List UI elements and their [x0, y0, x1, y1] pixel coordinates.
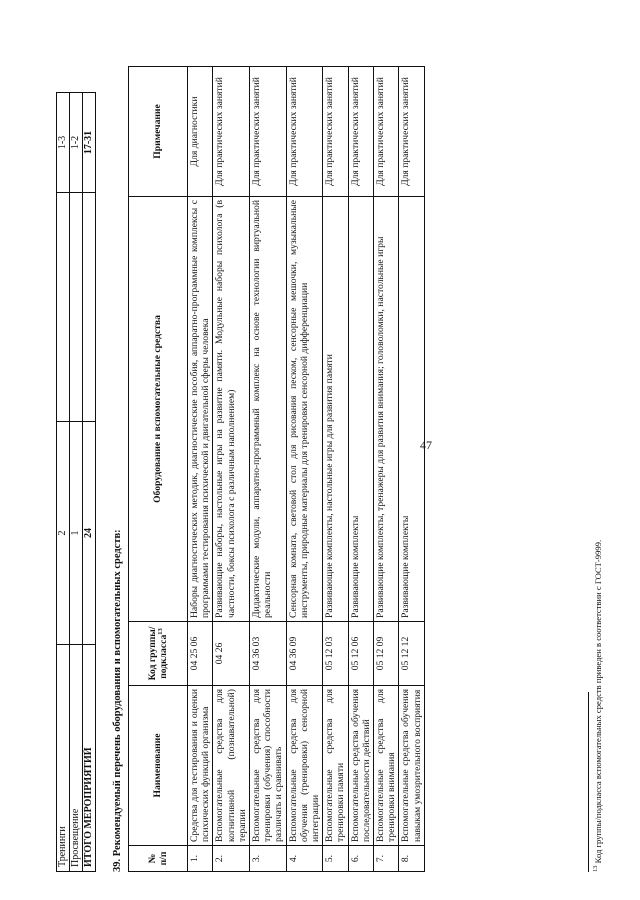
footnote [593, 540, 603, 872]
row-code: 05 12 06 [348, 622, 373, 686]
table-row [57, 93, 70, 872]
equipment-table [128, 66, 425, 872]
row-note: Для практических занятий [323, 67, 348, 197]
events-summary-table [56, 92, 96, 872]
row-number: 6. [348, 846, 373, 872]
footnote-reference: 13 [156, 628, 164, 635]
cell-value [70, 193, 83, 422]
row-code: 05 12 12 [399, 622, 424, 686]
row-number: 8. [399, 846, 424, 872]
column-header-code [129, 622, 188, 686]
column-header-name: Наименование [129, 686, 188, 846]
row-code: 05 12 03 [323, 622, 348, 686]
row-name: Вспомогательные средства обучения навыкам умозрительного восприятия [399, 686, 424, 846]
cell-value: 24 [83, 422, 96, 645]
row-name: Вспомогательные средства для обучения (тренировки) сенсорной интеграции [286, 686, 323, 846]
footnote-mark: 13 [592, 865, 600, 872]
rotated-page-content [28, 32, 618, 872]
cell-value [57, 193, 70, 422]
table-row [399, 67, 424, 872]
row-code: 04 26 [213, 622, 250, 686]
row-equipment: Развивающие комплекты, настольные игры для развития памяти [323, 197, 348, 622]
row-number: 1. [188, 846, 213, 872]
row-note: Для практических занятий [250, 67, 287, 197]
row-number: 7. [374, 846, 399, 872]
row-label: Тренинги [57, 645, 70, 872]
row-note: Для практических занятий [286, 67, 323, 197]
row-equipment: Развивающие наборы, настольные игры на развитие памяти. Модульные наборы психолога (в частности, боксы психолога с различным наполнением) [213, 197, 250, 622]
row-number: 5. [323, 846, 348, 872]
column-header-num: № п/п [129, 846, 188, 872]
table-row-total [83, 93, 96, 872]
row-note: Для практических занятий [213, 67, 250, 197]
footnote-divider [588, 692, 589, 872]
table-header-row [129, 67, 188, 872]
table-row [70, 93, 83, 872]
row-label: Просвещение [70, 645, 83, 872]
table-row [348, 67, 373, 872]
row-note: Для практических занятий [348, 67, 373, 197]
row-name: Вспомогательные средства для тренировки памяти [323, 686, 348, 846]
table-row [323, 67, 348, 872]
row-code: 04 36 03 [250, 622, 287, 686]
row-note: Для диагностики [188, 67, 213, 197]
cell-value: 1-2 [70, 93, 83, 193]
cell-value: 2 [57, 422, 70, 645]
row-note: Для практических занятий [374, 67, 399, 197]
row-equipment: Дидактические модули, аппаратно-программный комплекс на основе технологии виртуальной реальности [250, 197, 287, 622]
cell-value: 1-3 [57, 93, 70, 193]
column-header-code-text: Код группы/подкласса [146, 626, 169, 681]
column-header-equipment: Оборудование и вспомогательные средства [129, 197, 188, 622]
row-number: 4. [286, 846, 323, 872]
row-number: 2. [213, 846, 250, 872]
row-name: Вспомогательные средства обучения последовательности действий [348, 686, 373, 846]
table-row [213, 67, 250, 872]
table-row [250, 67, 287, 872]
row-code: 04 25 06 [188, 622, 213, 686]
row-name: Вспомогательные средства для когнитивной (познавательной) терапии [213, 686, 250, 846]
row-code: 04 36 09 [286, 622, 323, 686]
section-title: 39. Рекомендуемый перечень оборудования и вспомогательных средств: [112, 529, 123, 872]
table-row [374, 67, 399, 872]
cell-value: 17-31 [83, 93, 96, 193]
row-equipment: Наборы диагностических методик, диагностические пособия, аппаратно-программные комплексы с программами тестирования психической и двигательной сферы человека [188, 197, 213, 622]
table-row [188, 67, 213, 872]
table-row [286, 67, 323, 872]
row-name: Вспомогательные средства для тренировки внимания [374, 686, 399, 846]
page-number: 47 [420, 438, 432, 452]
row-equipment: Развивающие комплекты [348, 197, 373, 622]
row-name: Вспомогательные средства для тренировки (обучения) способности различать и сравнивать [250, 686, 287, 846]
column-header-note: Примечание [129, 67, 188, 197]
row-label: ИТОГО МЕРОПРИЯТИЙ [83, 645, 96, 872]
row-equipment: Развивающие комплекты [399, 197, 424, 622]
cell-value [83, 193, 96, 422]
row-note: Для практических занятий [399, 67, 424, 197]
row-code: 05 12 09 [374, 622, 399, 686]
row-number: 3. [250, 846, 287, 872]
cell-value: 1 [70, 422, 83, 645]
row-equipment: Сенсорная комната, световой стол для рисования песком, сенсорные мешочки, музыкальные инструменты, природные материалы для тренировки сенсорной дифференциации [286, 197, 323, 622]
footnote-text: Код группы/подкласса вспомогательных средств приведен в соответствии с ГОСТ-9999. [593, 539, 603, 864]
row-equipment: Развивающие комплекты, тренажеры для развития внимания; головоломки, настольные игры [374, 197, 399, 622]
row-name: Средства для тестирования и оценки психических функций организма [188, 686, 213, 846]
